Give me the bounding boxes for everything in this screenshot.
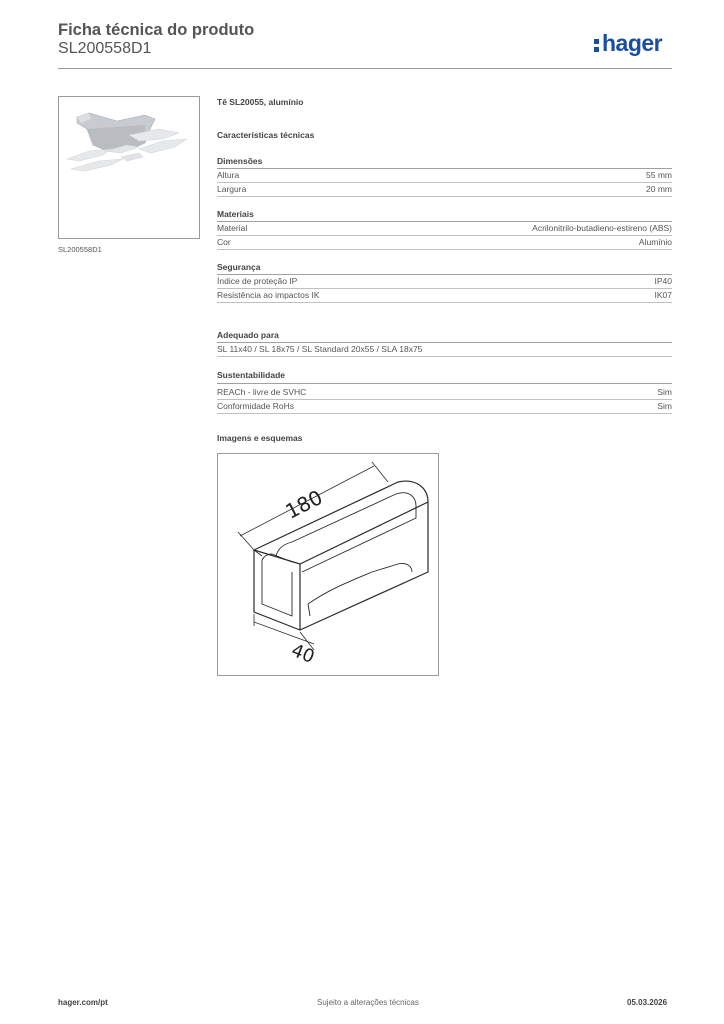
product-reference: SL200558D1 <box>58 40 152 57</box>
spec-name: Conformidade RoHs <box>217 401 295 411</box>
spec-value: IK07 <box>654 290 672 300</box>
spec-value: 20 mm <box>646 184 672 194</box>
divider <box>217 413 672 414</box>
spec-name: SL 11x40 / SL 18x75 / SL Standard 20x55 / SLA 18x75 <box>217 344 423 354</box>
divider <box>217 249 672 250</box>
spec-name: Índice de proteção IP <box>217 276 298 286</box>
spec-value: IP40 <box>654 276 672 286</box>
divider <box>217 399 672 400</box>
safety-heading: Segurança <box>217 262 261 272</box>
divider <box>217 168 672 169</box>
divider <box>217 274 672 275</box>
spec-name: Largura <box>217 184 247 194</box>
spec-name: Resistência ao impactos IK <box>217 290 320 300</box>
spec-name: Altura <box>217 170 240 180</box>
technical-characteristics-heading: Características técnicas <box>217 130 315 140</box>
footer-website-link[interactable]: hager.com/pt <box>58 998 108 1007</box>
hager-logo <box>594 28 662 58</box>
spec-value: 55 mm <box>646 170 672 180</box>
spec-name: Cor <box>217 237 231 247</box>
images-heading: Imagens e esquemas <box>217 433 303 443</box>
dimension-width-label: 40 <box>288 639 318 668</box>
product-thumbnail <box>58 96 200 239</box>
dimension-length-label: 180 <box>281 485 327 524</box>
logo-text: hager <box>602 29 663 56</box>
materials-heading: Materiais <box>217 209 254 219</box>
product-title: Tê SL20055, alumínio <box>217 97 304 107</box>
footer-date: 05.03.2026 <box>627 998 668 1007</box>
divider <box>217 288 672 289</box>
technical-drawing <box>217 453 439 676</box>
divider <box>217 235 672 236</box>
spec-name: REACh - livre de SVHC <box>217 387 307 397</box>
divider <box>217 383 672 384</box>
divider <box>217 182 672 183</box>
logo-colon-mark <box>594 37 599 53</box>
divider <box>217 356 672 357</box>
spec-name: Material <box>217 223 248 233</box>
header-divider <box>58 68 672 69</box>
spec-value: Sim <box>657 401 672 411</box>
page-title: Ficha técnica do produto <box>58 21 255 39</box>
divider <box>217 302 672 303</box>
footer-notice: Sujeito a alterações técnicas <box>317 998 419 1007</box>
suitable-for-heading: Adequado para <box>217 330 279 340</box>
dimensions-heading: Dimensões <box>217 156 263 166</box>
divider <box>217 342 672 343</box>
divider <box>217 196 672 197</box>
thumbnail-caption: SL200558D1 <box>58 245 102 254</box>
sustainability-heading: Sustentabilidade <box>217 370 286 380</box>
spec-value: Acrilonitrilo-butadieno-estireno (ABS) <box>532 223 672 233</box>
spec-value: Sim <box>657 387 672 397</box>
product-photo-icon <box>59 97 199 238</box>
divider <box>217 221 672 222</box>
spec-value: Alumínio <box>638 237 672 247</box>
dimension-drawing-icon <box>218 454 438 675</box>
